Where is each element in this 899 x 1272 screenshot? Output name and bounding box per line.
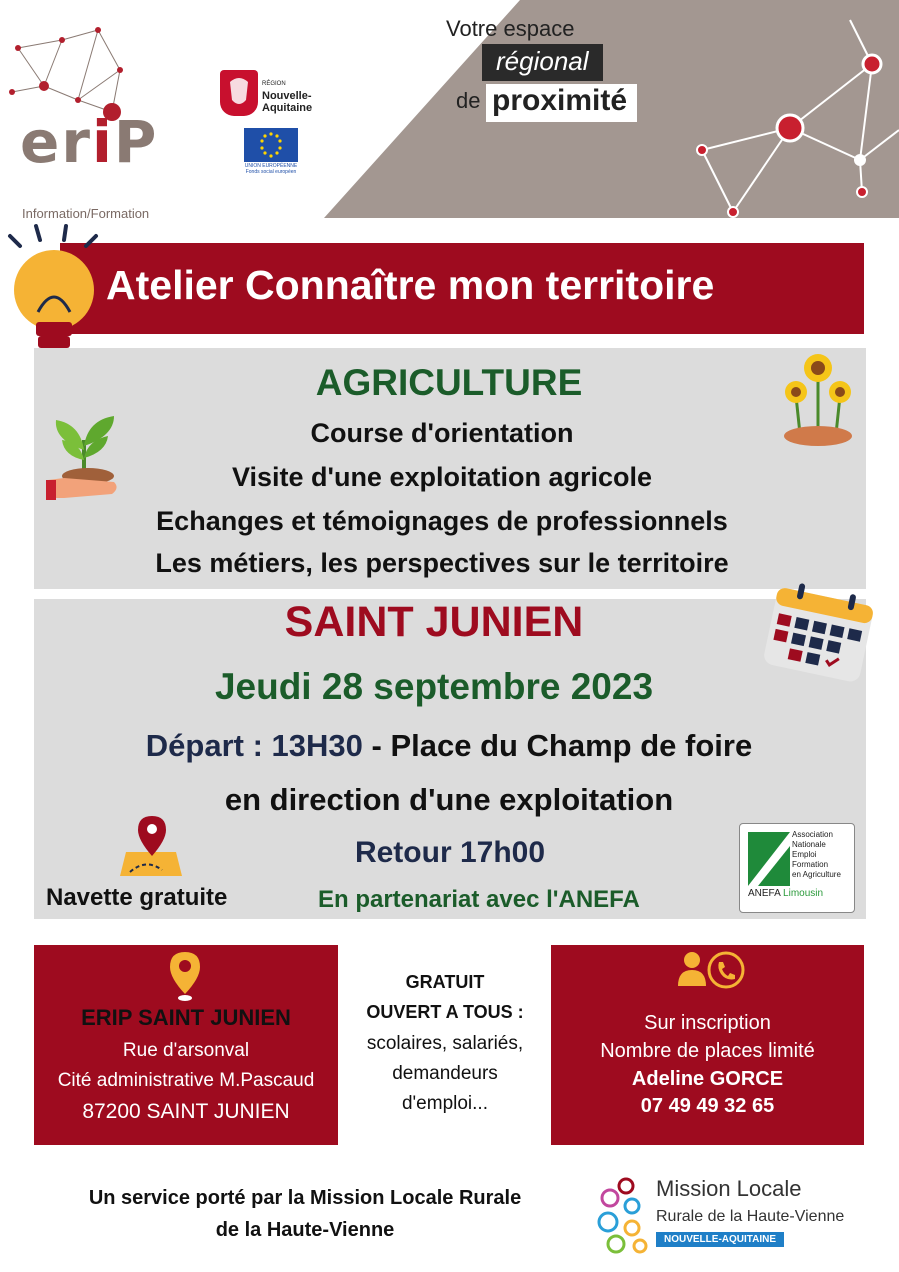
event-date: Jeudi 28 septembre 2023 — [214, 666, 654, 707]
erip-network-nodes — [9, 27, 123, 121]
agriculture-item: Les métiers, les perspectives sur le territoire — [155, 548, 729, 578]
address-line: 87200 SAINT JUNIEN — [82, 1100, 290, 1123]
plant-in-hand-icon — [44, 410, 124, 504]
depart-time: Départ : 13H30 — [145, 728, 363, 763]
depart-place: - Place du Champ de foire — [362, 728, 753, 763]
erip-logo — [20, 108, 158, 176]
contact-name: Adeline GORCE — [631, 1068, 784, 1090]
free-label: GRATUIT — [405, 972, 485, 992]
shuttle-text: Navette gratuite — [46, 884, 228, 911]
mission-locale-title: Mission Locale — [656, 1176, 802, 1201]
event-direction: en direction d'une exploitation — [224, 782, 674, 817]
person-phone-icon — [676, 950, 746, 990]
mission-locale-rings-icon — [596, 1176, 652, 1256]
address-line: Cité administrative M.Pascaud — [57, 1070, 315, 1091]
agriculture-heading: AGRICULTURE — [315, 362, 583, 403]
agriculture-item: Visite d'une exploitation agricole — [231, 462, 653, 492]
eu-text-line2: Fonds social européen — [245, 169, 297, 175]
agriculture-item: Course d'orientation — [310, 418, 574, 448]
audience-line: scolaires, salariés, — [366, 1033, 524, 1054]
region-nouvelle-aquitaine-logo — [220, 70, 330, 118]
region-lion-badge-icon — [220, 70, 258, 116]
anefa-line: Association — [792, 830, 833, 839]
lightbulb-icon — [0, 222, 120, 362]
address-line: Rue d'arsonval — [122, 1040, 250, 1061]
region-small-label: RÉGION — [262, 81, 286, 87]
registration-text: Sur inscription — [644, 1012, 771, 1034]
audience-line: demandeurs — [392, 1063, 498, 1084]
region-name-line1: Nouvelle- — [262, 90, 312, 102]
anefa-line: Emploi — [792, 850, 817, 859]
anefa-acronym: ANEFA — [748, 888, 781, 899]
event-city: SAINT JUNIEN — [284, 598, 584, 646]
erip-network-lines — [12, 30, 120, 112]
erip-logo-text: eriP — [20, 108, 159, 176]
anefa-mark-icon — [748, 832, 790, 886]
anefa-logo — [739, 823, 855, 913]
agriculture-item: Echanges et témoignages de professionnels — [156, 506, 728, 536]
anefa-line: en Agriculture — [792, 870, 841, 879]
eu-text-line1: UNION EUROPÉENNE — [244, 163, 298, 169]
limited-places-text: Nombre de places limité — [600, 1040, 815, 1062]
eu-flag-icon — [244, 128, 298, 162]
audience-line: d'emploi... — [401, 1093, 488, 1114]
open-label: OUVERT A TOUS : — [366, 1002, 524, 1022]
tagline-highlight: régional — [482, 44, 603, 81]
region-name-line2: Aquitaine — [262, 102, 313, 114]
anefa-line: Nationale — [792, 840, 826, 849]
footer-line2: de la Haute-Vienne — [215, 1219, 395, 1241]
mission-locale-logo — [596, 1172, 845, 1262]
anefa-region: Limousin — [783, 888, 824, 899]
mission-locale-subtitle: Rurale de la Haute-Vienne — [656, 1208, 845, 1225]
event-depart — [34, 728, 864, 764]
sunflowers-icon — [780, 350, 856, 446]
location-pin-icon — [168, 950, 202, 1002]
contact-phone: 07 49 49 32 65 — [640, 1095, 775, 1117]
erip-subtitle: Information/Formation — [22, 206, 150, 221]
mission-locale-region-band: NOUVELLE-AQUITAINE — [656, 1232, 784, 1247]
map-pin-icon — [116, 812, 186, 880]
tagline-line1: Votre espace — [446, 16, 575, 41]
page-title: Atelier Connaître mon territoire — [106, 262, 715, 308]
partnership-text: En partenariat avec l'ANEFA — [318, 886, 640, 913]
address-title: ERIP SAINT JUNIEN — [81, 1005, 291, 1030]
eu-logo — [244, 128, 298, 175]
calendar-icon — [762, 582, 876, 682]
anefa-line: Formation — [792, 860, 829, 869]
event-retour: Retour 17h00 — [354, 836, 546, 869]
tagline-de: de — [456, 88, 481, 113]
footer-line1: Un service porté par la Mission Locale Rurale — [88, 1187, 522, 1209]
tagline-proximite: proximité — [486, 84, 637, 122]
